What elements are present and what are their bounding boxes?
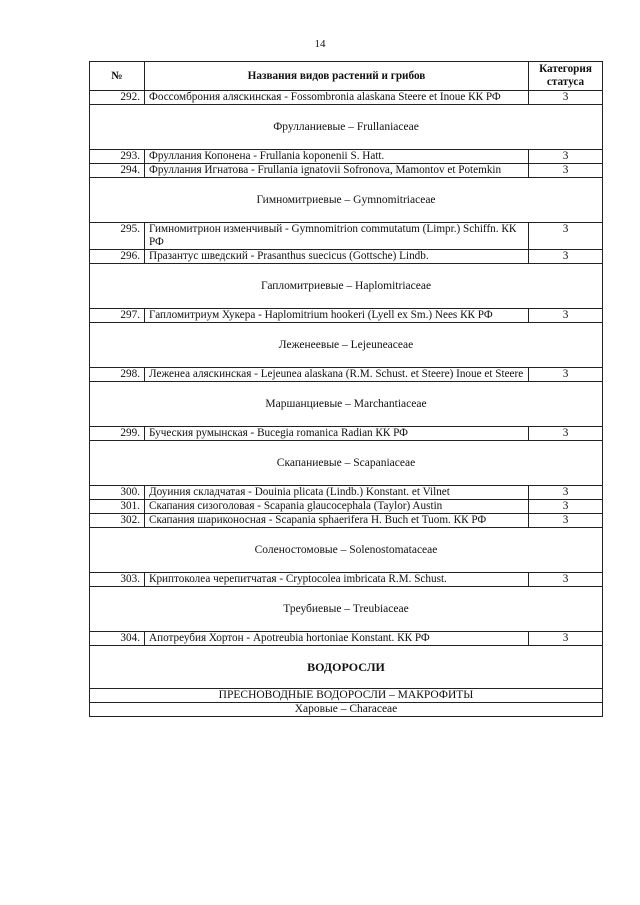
status-category: 3 xyxy=(529,223,603,250)
status-category: 3 xyxy=(529,632,603,646)
table-row xyxy=(90,368,603,382)
species-name: Фоссомброния аляскинская - Fossombronia alaskana Steere et Inoue КК РФ xyxy=(145,91,529,105)
entry-number: 297. xyxy=(90,309,145,323)
status-category: 3 xyxy=(529,309,603,323)
entry-number: 300. xyxy=(90,486,145,500)
family-name: Гимномитриевые – Gymnomitriaceae xyxy=(90,178,603,223)
table-row xyxy=(90,500,603,514)
species-name: Доуиния складчатая - Douinia plicata (Lindb.) Konstant. et Vilnet xyxy=(145,486,529,500)
table-row xyxy=(90,164,603,178)
status-category: 3 xyxy=(529,164,603,178)
family-name: Леженеевые – Lejeuneaceae xyxy=(90,323,603,368)
species-name: Гимномитрион изменчивый - Gymnomitrion commutatum (Limpr.) Schiffn. КК РФ xyxy=(145,223,529,250)
family-heading-row xyxy=(90,323,603,368)
status-category: 3 xyxy=(529,368,603,382)
table-row xyxy=(90,150,603,164)
species-name: Фруллания Копонена - Frullania koponenii S. Hatt. xyxy=(145,150,529,164)
family-heading-row xyxy=(90,105,603,150)
family-name: Треубиевые – Treubiaceae xyxy=(90,587,603,632)
family-name: Скапаниевые – Scapaniaceae xyxy=(90,441,603,486)
table-row xyxy=(90,486,603,500)
table-row xyxy=(90,223,603,250)
family-name: Маршанциевые – Marchantiaceae xyxy=(90,382,603,427)
entry-number: 302. xyxy=(90,514,145,528)
species-name: Леженеа аляскинская - Lejeunea alaskana (R.M. Schust. et Steere) Inoue et Steere xyxy=(145,368,529,382)
family-heading-row xyxy=(90,528,603,573)
family-name: Фрулланиевые – Frullaniaceae xyxy=(90,105,603,150)
subgroup-heading-row xyxy=(90,703,603,717)
page-number: 14 xyxy=(314,38,326,50)
header-species-name: Названия видов растений и грибов xyxy=(145,62,529,91)
species-name: Фруллания Игнатова - Frullania ignatovii Sofronova, Mamontov et Potemkin xyxy=(145,164,529,178)
family-heading-row xyxy=(90,178,603,223)
entry-number: 298. xyxy=(90,368,145,382)
status-category: 3 xyxy=(529,486,603,500)
status-category: 3 xyxy=(529,150,603,164)
status-category: 3 xyxy=(529,514,603,528)
family-name: Гапломитриевые – Haplomitriaceae xyxy=(90,264,603,309)
species-name: Буческия румынская - Bucegia romanica Radian КК РФ xyxy=(145,427,529,441)
status-category: 3 xyxy=(529,427,603,441)
family-heading-row xyxy=(90,587,603,632)
species-name: Празантус шведский - Prasanthus suecicus (Gottsche) Lindb. xyxy=(145,250,529,264)
status-category: 3 xyxy=(529,250,603,264)
table-body xyxy=(90,91,603,717)
species-name: Скапания шариконосная - Scapania sphaerifera H. Buch et Tuom. КК РФ xyxy=(145,514,529,528)
table-row xyxy=(90,573,603,587)
entry-number: 299. xyxy=(90,427,145,441)
header-number: № xyxy=(90,62,145,91)
entry-number: 293. xyxy=(90,150,145,164)
group-name: ВОДОРОСЛИ xyxy=(90,646,603,689)
species-name: Криптоколеа черепитчатая - Cryptocolea imbricata R.M. Schust. xyxy=(145,573,529,587)
table-row xyxy=(90,309,603,323)
entry-number: 294. xyxy=(90,164,145,178)
species-name: Гапломитриум Хукера - Haplomitrium hookeri (Lyell ex Sm.) Nees КК РФ xyxy=(145,309,529,323)
species-table xyxy=(89,61,603,717)
family-heading-row xyxy=(90,382,603,427)
table-header-row xyxy=(90,62,603,91)
table-row xyxy=(90,632,603,646)
family-name: Соленостомовые – Solenostomataceae xyxy=(90,528,603,573)
table-row xyxy=(90,250,603,264)
entry-number: 304. xyxy=(90,632,145,646)
header-status-category: Категория статуса xyxy=(529,62,603,91)
family-heading-row xyxy=(90,441,603,486)
species-name: Скапания сизоголовая - Scapania glaucocephala (Taylor) Austin xyxy=(145,500,529,514)
entry-number: 296. xyxy=(90,250,145,264)
subgroup-heading-row xyxy=(90,689,603,703)
entry-number: 301. xyxy=(90,500,145,514)
subgroup-name: ПРЕСНОВОДНЫЕ ВОДОРОСЛИ – МАКРОФИТЫ xyxy=(90,689,603,703)
family-heading-row xyxy=(90,264,603,309)
status-category: 3 xyxy=(529,91,603,105)
entry-number: 303. xyxy=(90,573,145,587)
table-row xyxy=(90,514,603,528)
entry-number: 292. xyxy=(90,91,145,105)
table-row xyxy=(90,91,603,105)
status-category: 3 xyxy=(529,573,603,587)
entry-number: 295. xyxy=(90,223,145,250)
status-category: 3 xyxy=(529,500,603,514)
subgroup-name: Харовые – Characeae xyxy=(90,703,603,717)
table-row xyxy=(90,427,603,441)
species-name: Апотреубия Хортон - Apotreubia hortoniae Konstant. КК РФ xyxy=(145,632,529,646)
group-heading-row xyxy=(90,646,603,689)
